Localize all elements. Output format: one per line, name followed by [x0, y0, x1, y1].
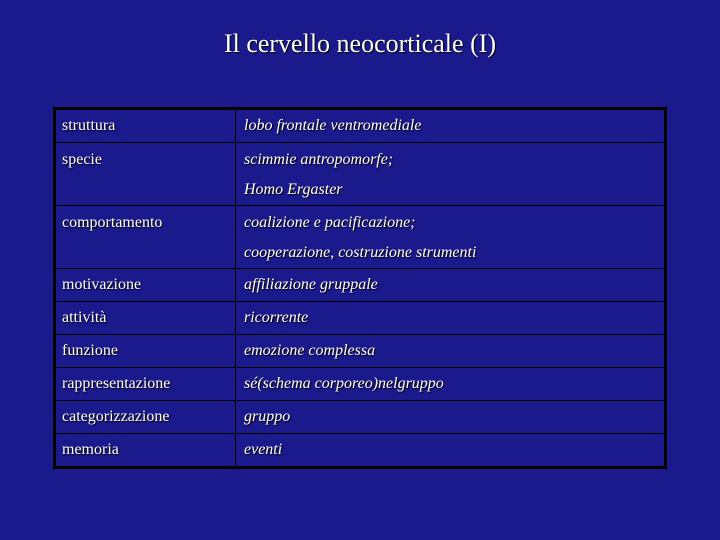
value-line: gruppo [244, 408, 291, 425]
table-row-specie [56, 143, 665, 206]
row-key: rappresentazione [56, 368, 236, 401]
value-line: eventi [244, 441, 283, 458]
row-value [236, 368, 665, 401]
row-value [236, 110, 665, 143]
table-row-struttura [56, 110, 665, 143]
row-key: funzione [56, 335, 236, 368]
value-line: lobo frontale ventromediale [244, 117, 422, 134]
table-row-funzione [56, 335, 665, 368]
table-row-memoria [56, 434, 665, 467]
row-key: attività [56, 302, 236, 335]
row-value [236, 335, 665, 368]
value-line: affiliazione gruppale [244, 276, 378, 293]
row-value [236, 206, 665, 269]
value-line: sé(schema corporeo)nelgruppo [244, 375, 444, 392]
row-key: motivazione [56, 269, 236, 302]
value-line: emozione complessa [244, 342, 376, 359]
row-value [236, 401, 665, 434]
row-value [236, 434, 665, 467]
row-key: categorizzazione [56, 401, 236, 434]
value-line: cooperazione, costruzione strumenti [244, 244, 477, 261]
row-value [236, 269, 665, 302]
table-row-rappresentazione [56, 368, 665, 401]
row-key: specie [56, 143, 236, 206]
properties-table [53, 107, 667, 469]
value-line: coalizione e pacificazione; [244, 214, 416, 231]
row-value [236, 302, 665, 335]
row-key: comportamento [56, 206, 236, 269]
table-row-attivita [56, 302, 665, 335]
value-line: Homo Ergaster [244, 181, 343, 198]
slide-title: Il cervello neocorticale (I) [223, 29, 497, 58]
value-line: scimmie antropomorfe; [244, 151, 394, 168]
value-line: ricorrente [244, 309, 309, 326]
row-value [236, 143, 665, 206]
row-key: struttura [56, 110, 236, 143]
table-row-motivazione [56, 269, 665, 302]
table-row-comportamento [56, 206, 665, 269]
table-row-categorizzazione [56, 401, 665, 434]
row-key: memoria [56, 434, 236, 467]
